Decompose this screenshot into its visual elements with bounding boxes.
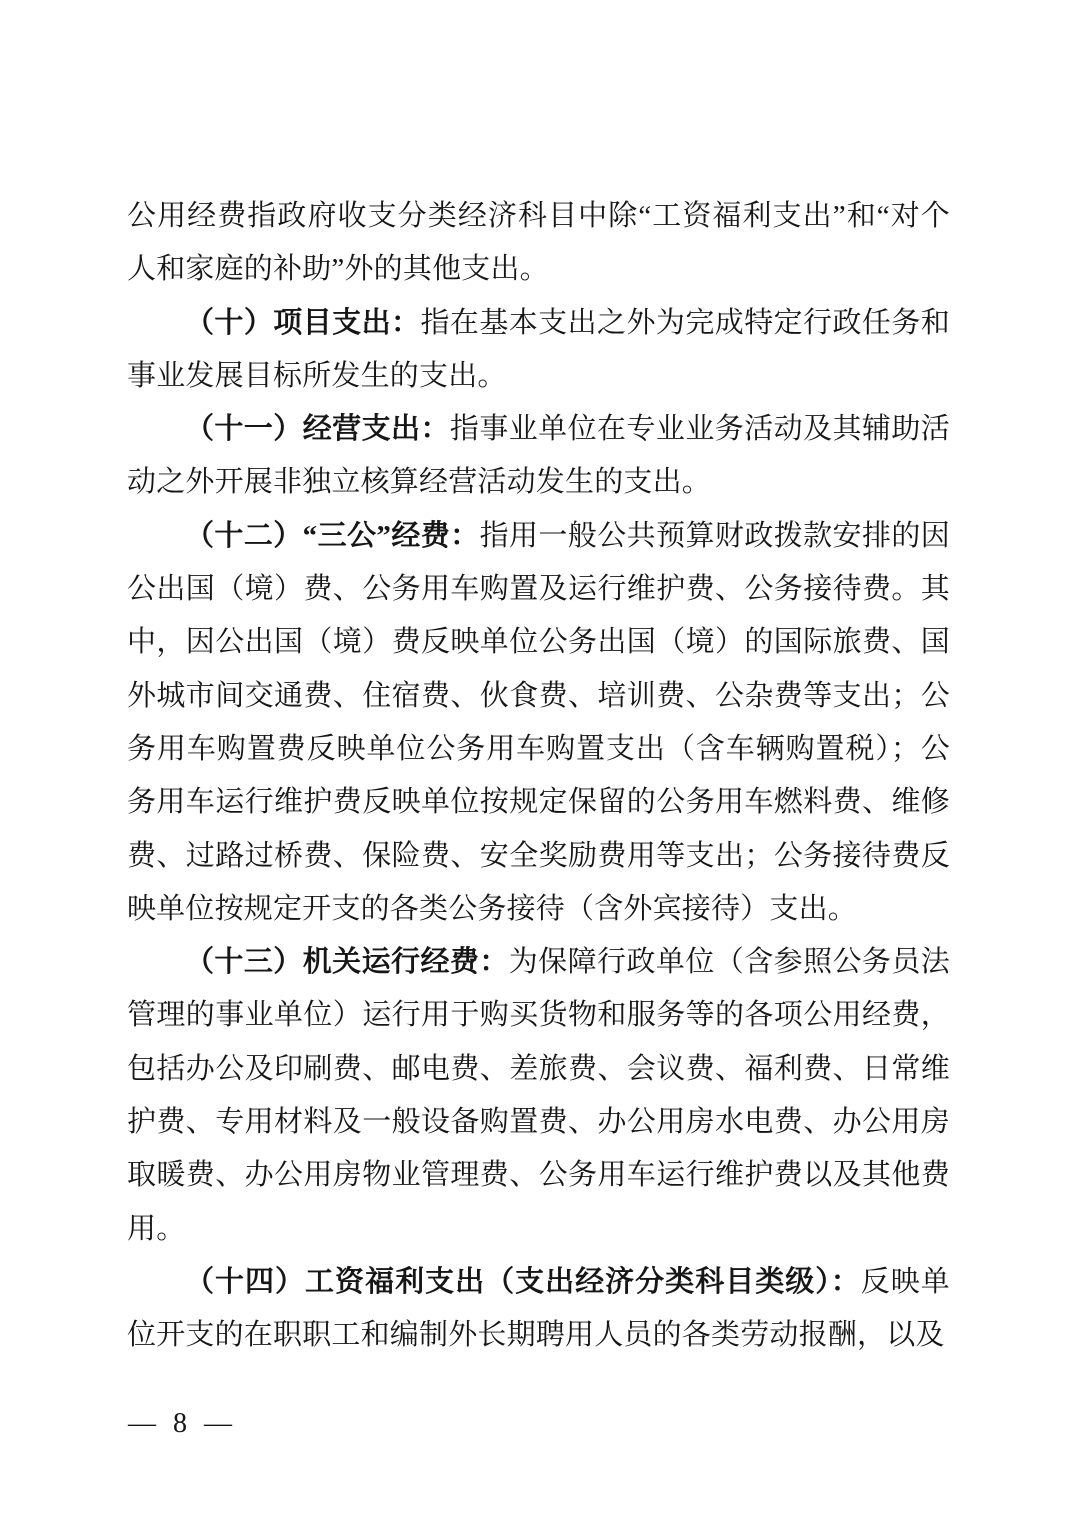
paragraph-lead: （十四）工资福利支出（支出经济分类科目类级）： (185, 1265, 861, 1298)
paragraph (127, 190, 950, 297)
paragraph-lead: （十）项目支出： (185, 306, 421, 339)
paragraph-lead: （十二）“三公”经费： (185, 519, 480, 552)
paragraph-text: 指在基本支出之外为完成特定行政任务和事业发展目标所发生的支出。 (127, 306, 950, 392)
paragraph (127, 1256, 950, 1363)
paragraph-text: 为保障行政单位（含参照公务员法管理的事业单位）运行用于购买货物和服务等的各项公用经费，包括办公及印刷费、邮电费、差旅费、会议费、福利费、日常维护费、专用材料及一般设备购置费、办公用房水电费、办公用房取暖费、办公用房物业管理费、公务用车运行维护费以及其他费用。 (127, 946, 950, 1245)
paragraph (127, 936, 950, 1256)
paragraph-text: 指事业单位在专业业务活动及其辅助活动之外开展非独立核算经营活动发生的支出。 (127, 413, 950, 499)
paragraph (127, 403, 950, 510)
paragraph-text: 反映单位开支的在职职工和编制外长期聘用人员的各类劳动报酬，以及 (127, 1265, 950, 1352)
paragraph-lead: （十三）机关运行经费： (185, 946, 509, 979)
paragraph-lead: （十一）经营支出： (185, 413, 450, 446)
paragraph-text: 公用经费指政府收支分类经济科目中除“工资福利支出”和“对个人和家庭的补助”外的其他支出。 (127, 200, 950, 286)
paragraph-text: 指用一般公共预算财政拨款安排的因公出国（境）费、公务用车购置及运行维护费、公务接待费。其中，因公出国（境）费反映单位公务出国（境）的国际旅费、国外城市间交通费、住宿费、伙食费、培训费、公杂费等支出；公务用车购置费反映单位公务用车购置支出（含车辆购置税）；公务用车运行维护费反映单位按规定保留的公务用车燃料费、维修费、过路过桥费、保险费、安全奖励费用等支出；公务接待费反映单位按规定开支的各类公务接待（含外宾接待）支出。 (127, 519, 951, 925)
page-number: — 8 — (128, 1408, 237, 1439)
paragraph (127, 297, 950, 404)
document-body (127, 190, 950, 1363)
paragraph (127, 510, 950, 936)
